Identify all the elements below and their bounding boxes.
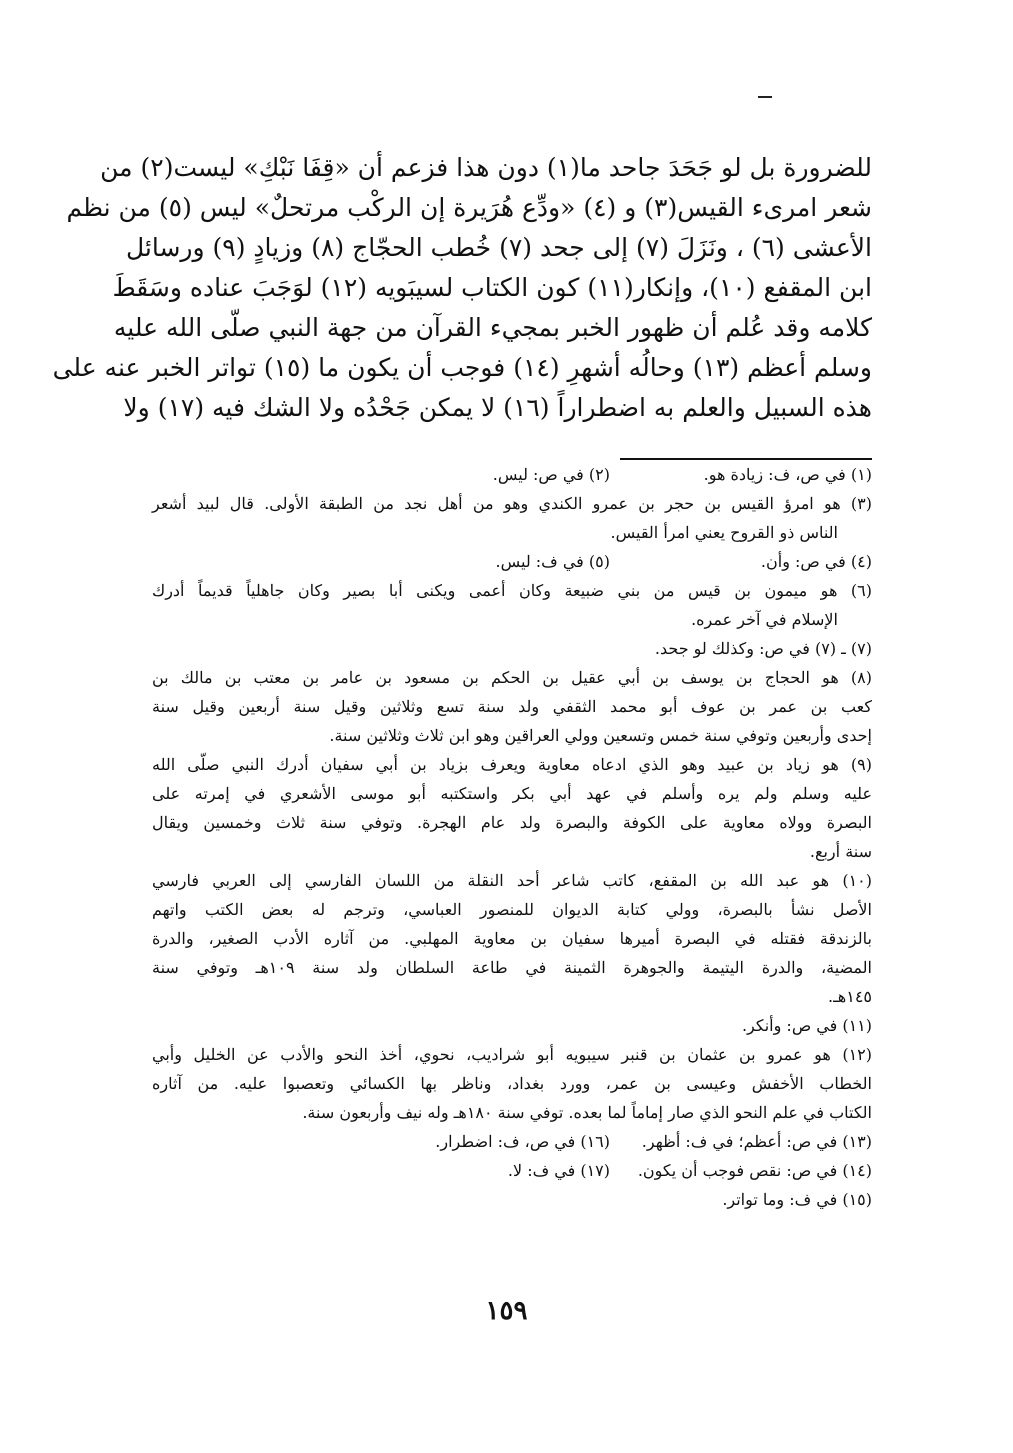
footnote-13: (١٣) في ص: أعظم؛ في ف: أظهر. (641, 1132, 872, 1151)
footnote-line: (٩) هو زياد بن عبيد وهو الذي ادعاه معاوية ويعرف بزياد بن أبي سفيان أدرك النبي صلّى الله (152, 755, 872, 774)
footnote-line: بالزندقة فقتله في البصرة أميرها سفيان بن معاوية المهلبي. من آثاره الأدب الصغير، والدرة (152, 929, 872, 948)
footnote-line: إحدى وأربعين وتوفي سنة خمس وتسعين وولي العراقين وهو ابن ثلاث وثلاثين سنة. (329, 726, 872, 745)
footnote-line: سنة أربع. (809, 842, 872, 861)
footnote-row (152, 1011, 872, 1040)
corner-mark (758, 96, 772, 98)
footnote-line: عليه وسلم ولم يره وأسلم في عهد أبي بكر واستكتبه أبو موسى الأشعري في إمرته على (152, 784, 872, 803)
footnote-row (152, 547, 872, 576)
footnote-line: كعب بن عمر بن عوف أبو محمد الثقفي ولد سنة تسع وثلاثين وقيل سنة أربعين وقيل سنة (152, 697, 872, 716)
footnote-line: (١٢) هو عمرو بن عثمان بن قنبر سيبويه أبو شراديب، نحوي، أخذ النحو والأدب عن الخليل وأبي (152, 1045, 872, 1064)
footnote-9 (152, 750, 872, 866)
footnote-line: الكتاب في علم النحو الذي صار إماماً لما بعده. توفي سنة ١٨٠هـ وله نيف وأربعون سنة. (302, 1103, 872, 1122)
footnote-row (152, 460, 872, 489)
footnote-17: (١٧) في ف: لا. (507, 1161, 610, 1180)
footnote-2: (٢) في ص: ليس. (492, 465, 610, 484)
footnote-row (152, 1127, 872, 1156)
footnote-line: الناس ذو القروح يعني امرأ القيس. (610, 523, 838, 542)
footnote-7: (٧) ـ (٧) في ص: وكذلك لو جحد. (654, 639, 872, 658)
main-text-line: وسلم أعظم (١٣) وحالُه أشهرِ (١٤) فوجب أن يكون ما (١٥) تواتر الخبر عنه على (52, 353, 872, 382)
footnote-12 (152, 1040, 872, 1127)
footnote-6 (152, 576, 872, 634)
footnote-line: الأصل نشأ بالبصرة، وولي كتابة الديوان للمنصور العباسي، وترجم له بعض الكتب واتهم (152, 900, 872, 919)
footnote-row (152, 1156, 872, 1185)
footnote-14: (١٤) في ص: نقص فوجب أن يكون. (637, 1161, 872, 1180)
footnote-1: (١) في ص، ف: زيادة هو. (703, 465, 872, 484)
footnote-row (152, 634, 872, 663)
main-text-line: الأعشى (٦) ، ونَزَلَ (٧) إلى جحد (٧) خُطب الحجّاج (٨) وزيادٍ (٩) ورسائل (125, 233, 872, 262)
footnote-line: (١٠) هو عبد الله بن المقفع، كاتب شاعر أحد النقلة من اللسان الفارسي إلى العربي فارسي (152, 871, 872, 890)
main-text-line: شعر امرىء القيس(٣) و (٤) «ودِّع هُرَيرة إن الركْب مرتحلٌ» ليس (٥) من نظم (66, 193, 872, 222)
footnote-line: الإسلام في آخر عمره. (691, 610, 838, 629)
footnote-11: (١١) في ص: وأنكر. (741, 1016, 872, 1035)
footnote-line: المضية، والدرة اليتيمة والجوهرة الثمينة في طاعة السلطان ولد سنة ١٠٩هـ وتوفي سنة (152, 958, 872, 977)
footnote-row (152, 1185, 872, 1214)
main-text-line: ابن المقفع (١٠)، وإنكار(١١) كون الكتاب لسيبَويه (١٢) لوَجَبَ عناده وسَقَطَ (112, 273, 872, 302)
footnote-5: (٥) في ف: ليس. (495, 552, 610, 571)
footnote-line: البصرة وولاه معاوية على الكوفة والبصرة ولد عام الهجرة. وتوفي سنة ثلاث وخمسين ويقال (152, 813, 872, 832)
page-number: ١٥٩ (485, 1296, 528, 1326)
main-text-line: هذه السبيل والعلم به اضطراراً (١٦) لا يمكن جَحْدُه ولا الشك فيه (١٧) ولا (123, 393, 872, 422)
footnote-3 (152, 489, 872, 547)
footnote-line: (٦) هو ميمون بن قيس من بني ضبيعة وكان أعمى ويكنى أبا بصير وكان جاهلياً قديماً أدرك (152, 581, 872, 600)
main-text-line: كلامه وقد عُلم أن ظهور الخبر بمجيء القرآن من جهة النبي صلّى الله عليه (113, 313, 872, 342)
main-text-line: للضرورة بل لو جَحَدَ جاحد ما(١) دون هذا فزعم أن «قِفَا نَبْكِ» ليست(٢) من (100, 153, 872, 182)
footnote-line: الخطاب الأخفش وعيسى بن عمر، وورد بغداد، وناظر بها الكسائي وتعصبوا عليه. من آثاره (152, 1074, 872, 1093)
footnote-10 (152, 866, 872, 1011)
footnote-line: (٣) هو امرؤ القيس بن حجر بن عمرو الكندي وهو من أهل نجد من الطبقة الأولى. قال لبيد أشعر (152, 494, 872, 513)
footnote-4: (٤) في ص: وأن. (760, 552, 872, 571)
footnote-8 (152, 663, 872, 750)
main-text (52, 148, 872, 428)
footnote-15: (١٥) في ف: وما تواتر. (722, 1190, 872, 1209)
footnote-line: ١٤٥هـ. (828, 987, 872, 1006)
footnotes (152, 460, 872, 1214)
footnote-16: (١٦) في ص، ف: اضطرار. (435, 1132, 610, 1151)
footnote-line: (٨) هو الحجاج بن يوسف بن أبي عقيل بن الحكم بن مسعود بن عامر بن معتب بن مالك بن (152, 668, 873, 687)
